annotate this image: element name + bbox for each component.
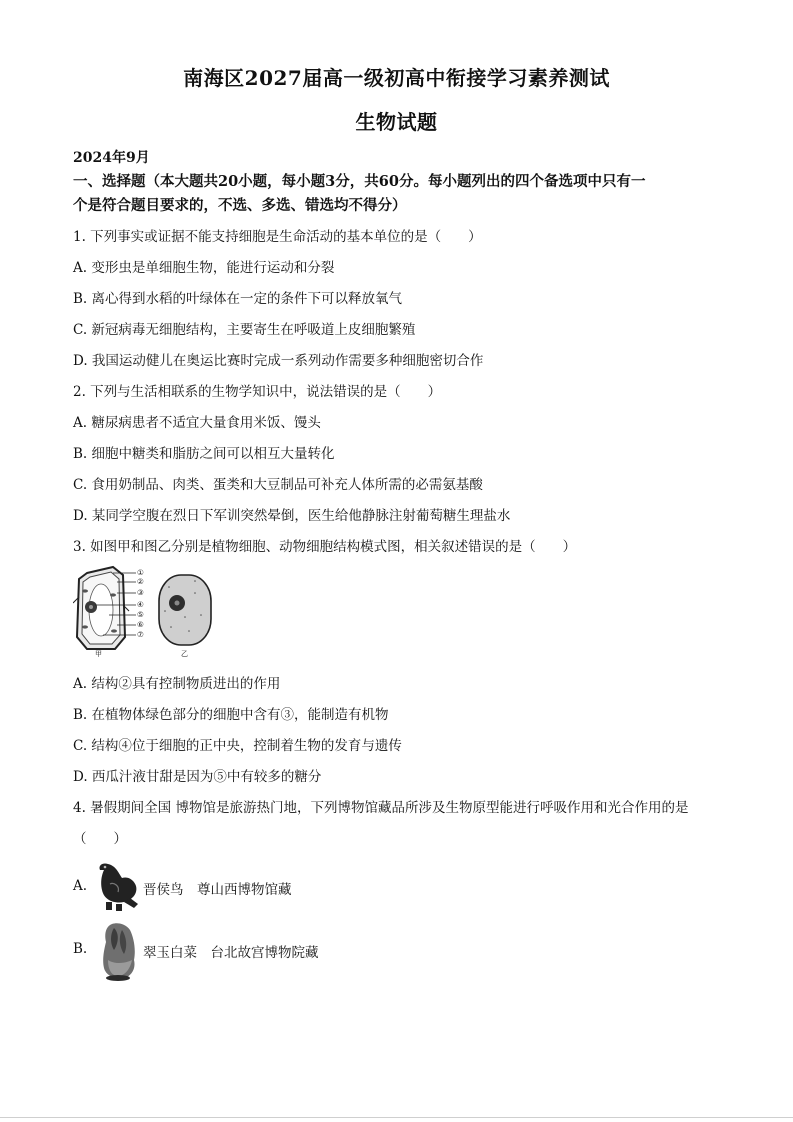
question-4-stem-parens: （ ） [73,831,127,847]
figure-label-2: ② [137,577,144,586]
question-4-option-a-letter: A. [73,878,88,894]
figure-label-5: ⑤ [137,610,144,619]
figure-label-7: ⑦ [137,630,144,639]
figure-label-3: ③ [137,588,144,597]
question-3-option-d: D. 西瓜汁液甘甜是因为⑤中有较多的糖分 [73,769,322,785]
figure-label-1: ① [137,568,144,577]
bird-vessel-image [94,858,142,914]
animal-cell-diagram [159,575,211,645]
question-1-option-c: C. 新冠病毒无细胞结构，主要寄生在呼吸道上皮细胞繁殖 [73,322,416,338]
question-1-option-a: A. 变形虫是单细胞生物，能进行运动和分裂 [73,260,335,276]
question-2-option-d: D. 某同学空腹在烈日下军训突然晕倒，医生给他静脉注射葡萄糖生理盐水 [73,508,511,524]
exam-subtitle: 生物试题 [355,110,438,134]
question-4-option-a-text: 晋侯鸟 尊山西博物馆藏 [143,882,292,898]
question-3-option-a: A. 结构②具有控制物质进出的作用 [73,676,281,692]
plant-cell-diagram [73,567,129,649]
jade-cabbage-image [96,920,142,982]
question-3-option-c: C. 结构④位于细胞的正中央，控制着生物的发育与遗传 [73,738,402,754]
question-2-option-a: A. 糖尿病患者不适宜大量食用米饭、馒头 [73,415,321,431]
question-4-option-b-letter: B. [73,941,88,957]
question-4-stem: 4. 暑假期间全国 博物馆是旅游热门地，下列博物馆藏品所涉及生物原型能进行呼吸作用和光合作用的是 [73,800,689,816]
question-3-option-b: B. 在植物体绿色部分的细胞中含有③，能制造有机物 [73,707,389,723]
question-4-option-b-text: 翠玉白菜 台北故宫博物院藏 [143,945,319,961]
figure-label-6: ⑥ [137,620,144,629]
figure-caption-yi: 乙 [181,650,188,657]
question-2-option-c: C. 食用奶制品、肉类、蛋类和大豆制品可补充人体所需的必需氨基酸 [73,477,483,493]
cell-structure-figure [73,565,223,657]
figure-label-4: ④ [137,600,144,609]
question-3-stem: 3. 如图甲和图乙分别是植物细胞、动物细胞结构模式图，相关叙述错误的是（ ） [73,539,577,555]
figure-caption-jia: 甲 [95,650,102,657]
section-heading-line1: 一、选择题（本大题共20小题，每小题3分，共60分。每小题列出的四个备选项中只有一 [73,173,646,190]
question-1-option-d: D. 我国运动健儿在奥运比赛时完成一系列动作需要多种细胞密切合作 [73,353,484,369]
exam-title: 南海区2027届高一级初高中衔接学习素养测试 [183,66,610,90]
question-1-option-b: B. 离心得到水稻的叶绿体在一定的条件下可以释放氧气 [73,291,403,307]
page-bottom-rule [0,1117,793,1118]
exam-date: 2024年9月 [73,150,150,166]
question-1-stem: 1. 下列事实或证据不能支持细胞是生命活动的基本单位的是（ ） [73,229,482,245]
question-2-option-b: B. 细胞中糖类和脂肪之间可以相互大量转化 [73,446,335,462]
question-2-stem: 2. 下列与生活相联系的生物学知识中，说法错误的是（ ） [73,384,442,400]
section-heading-line2: 个是符合题目要求的，不选、多选、错选均不得分） [73,197,407,214]
